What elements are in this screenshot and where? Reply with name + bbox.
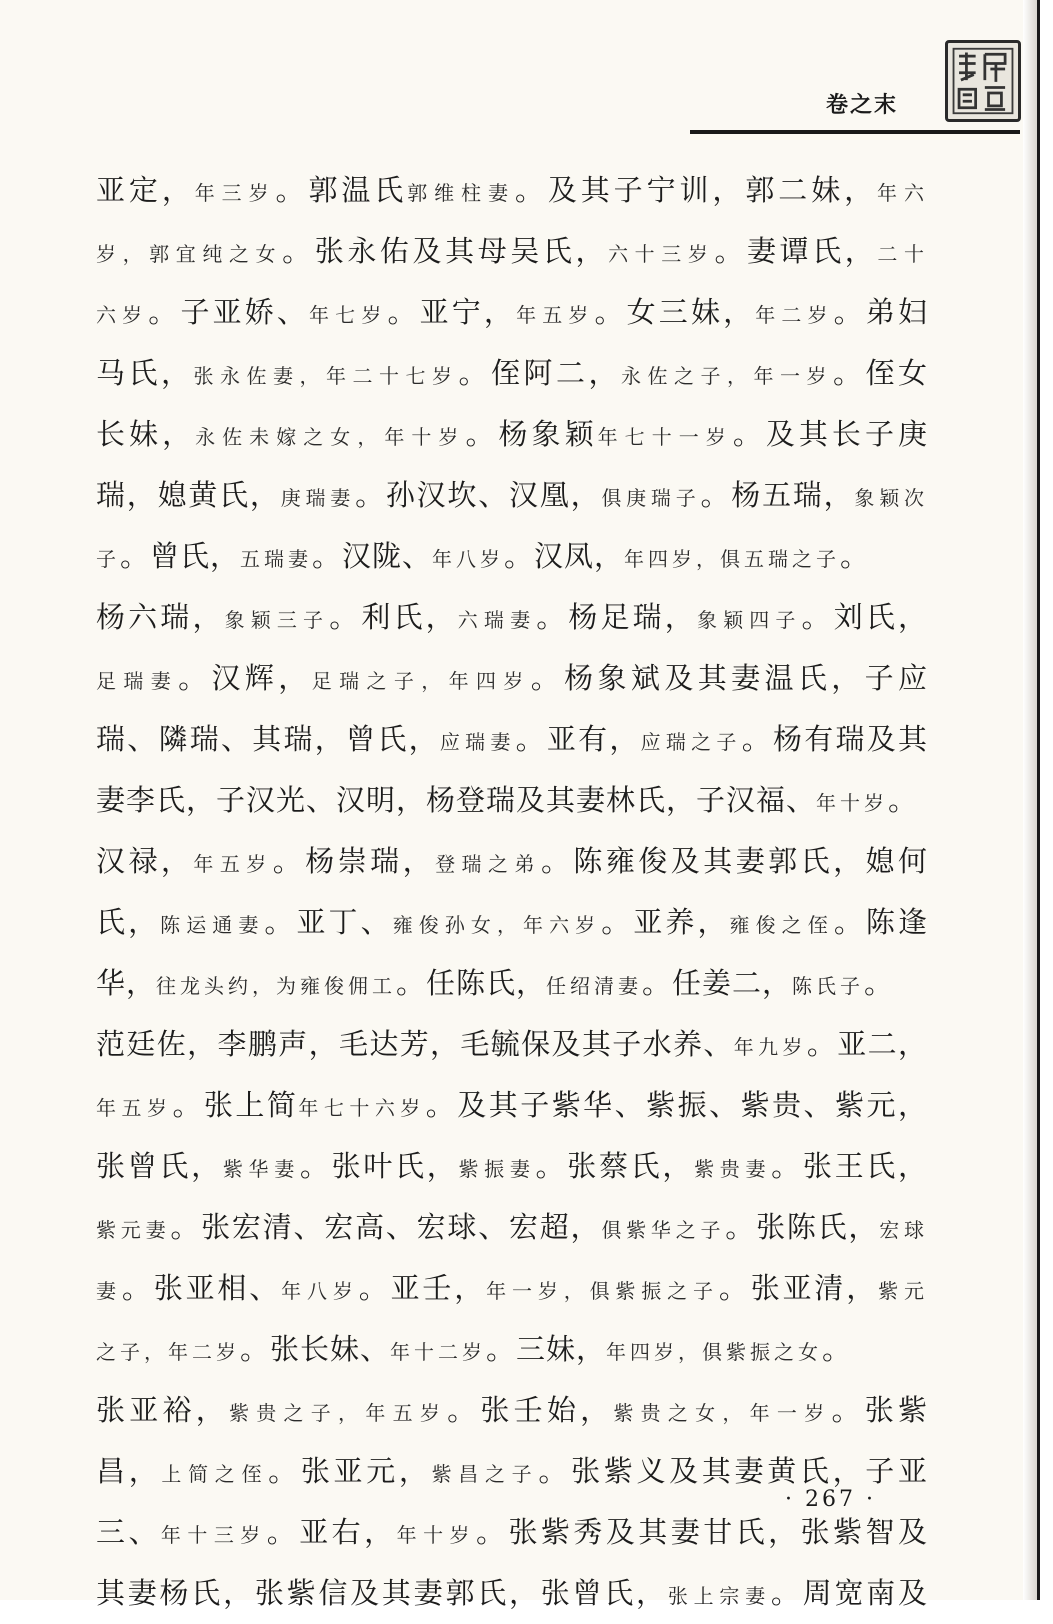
text-line — [96, 770, 928, 831]
annotation-text: 五瑞妻 — [240, 547, 313, 571]
main-text: 。杨崇瑞， — [272, 844, 436, 878]
annotation-text: 紫元妻 — [96, 1218, 171, 1242]
main-text: 。妻谭氏， — [714, 234, 878, 268]
page-edge — [1023, 0, 1037, 1600]
text-line — [96, 221, 928, 282]
main-text: 。杨象斌及其妻温氏，子应 — [530, 661, 928, 695]
main-text: 。侄女 — [832, 356, 928, 390]
annotation-text: 象颖次 — [854, 486, 928, 510]
text-line — [96, 831, 928, 892]
annotation-text: 年一岁，俱紫振之子 — [486, 1279, 719, 1303]
main-text: 。汉凤， — [504, 539, 625, 573]
annotation-text: 雍俊之侄 — [729, 913, 834, 937]
main-text: 。任陈氏， — [396, 966, 547, 1000]
main-text: 。张叶氏， — [299, 1149, 459, 1183]
main-text: 。郭温氏 — [275, 173, 408, 207]
annotation-text: 年七十一岁 — [597, 425, 733, 449]
main-text: 。 — [822, 1332, 853, 1366]
annotation-text: 年十岁 — [396, 1523, 476, 1547]
main-text: 氏， — [96, 905, 161, 939]
main-text: 昌， — [96, 1454, 162, 1488]
main-text: 。张王氏， — [771, 1149, 928, 1183]
text-line — [96, 648, 928, 709]
annotation-text: 年八岁 — [281, 1279, 359, 1303]
main-text: 。 — [840, 539, 871, 573]
main-text: 。亚右， — [266, 1515, 397, 1549]
text-line — [96, 1563, 928, 1624]
annotation-text: 张上宗妻 — [667, 1584, 771, 1608]
annotation-text: 子 — [96, 547, 120, 571]
main-text: 。陈雍俊及其妻郭氏，媳何 — [540, 844, 928, 878]
main-text: 。利氏， — [329, 600, 458, 634]
annotation-text: 年四岁，俱紫振之女 — [606, 1340, 823, 1364]
annotation-text: 年五岁 — [516, 303, 595, 327]
text-line — [96, 1197, 928, 1258]
main-text: 。张紫 — [831, 1393, 928, 1427]
annotation-text: 年六 — [877, 181, 928, 205]
annotation-text: 雍俊孙女，年六岁 — [392, 913, 602, 937]
annotation-text: 妻 — [96, 1279, 122, 1303]
annotation-text: 庚瑞妻 — [280, 486, 356, 510]
main-text: 。亚养， — [601, 905, 730, 939]
annotation-text: 应瑞妻 — [439, 730, 516, 754]
main-text: 。杨五瑞， — [700, 478, 855, 512]
main-text: 亚定， — [96, 173, 195, 207]
annotation-text: 上简之侄 — [161, 1462, 269, 1486]
header-rule — [690, 130, 1020, 134]
annotation-text: 年八岁 — [432, 547, 505, 571]
main-text: 。及其子宁训，郭二妹， — [514, 173, 878, 207]
annotation-text: 紫贵之子，年五岁 — [229, 1401, 448, 1425]
annotation-text: 年四岁，俱五瑞之子 — [624, 547, 841, 571]
annotation-text: 紫昌之子 — [431, 1462, 539, 1486]
main-text: 瑞，媳黄氏， — [96, 478, 281, 512]
text-line — [96, 465, 928, 526]
annotation-text: 象颖三子 — [224, 608, 330, 632]
main-text: 。张宏清、宏高、宏球、宏超， — [170, 1210, 602, 1244]
main-text: 。女三妹， — [594, 295, 756, 329]
annotation-text: 足瑞妻 — [96, 669, 179, 693]
main-text: 。陈逢 — [833, 905, 928, 939]
main-text: 华， — [96, 966, 157, 1000]
main-text: 。及其长子庚 — [732, 417, 928, 451]
main-text: 。亚二， — [806, 1027, 928, 1061]
text-line — [96, 282, 928, 343]
annotation-text: 俱紫华之子 — [601, 1218, 726, 1242]
main-text: 。张陈氏， — [725, 1210, 880, 1244]
annotation-text: 二十 — [877, 242, 928, 266]
main-text: 。任姜二， — [642, 966, 793, 1000]
annotation-text: 任绍清妻 — [546, 974, 643, 998]
annotation-text: 宏球 — [879, 1218, 928, 1242]
annotation-text: 年七岁 — [309, 303, 388, 327]
annotation-text: 永佐之子，年一岁 — [620, 364, 833, 388]
main-text: 。刘氏， — [801, 600, 928, 634]
main-text: 长妹， — [96, 417, 196, 451]
annotation-text: 六十三岁 — [608, 242, 715, 266]
main-text: 。张亚元， — [268, 1454, 432, 1488]
main-text: 。汉陇、 — [312, 539, 433, 573]
main-text: 张亚裕， — [96, 1393, 230, 1427]
main-text: 。张紫秀及其妻甘氏，张紫智及 — [476, 1515, 928, 1549]
annotation-text: 象颖四子 — [696, 608, 802, 632]
text-line — [96, 1136, 928, 1197]
text-line — [96, 343, 928, 404]
annotation-text: 永佐未嫁之女，年十岁 — [195, 425, 466, 449]
main-text: 。亚宁， — [387, 295, 517, 329]
text-line — [96, 1380, 928, 1441]
main-text: 。张上简 — [172, 1088, 299, 1122]
main-text: 。张永佑及其母吴氏， — [282, 234, 609, 268]
annotation-text: 陈运通妻 — [160, 913, 265, 937]
annotation-text: 俱庚瑞子 — [601, 486, 701, 510]
main-text: 汉禄， — [96, 844, 194, 878]
main-text: 杨六瑞， — [96, 600, 225, 634]
main-text: 。亚壬， — [358, 1271, 487, 1305]
text-line — [96, 587, 928, 648]
annotation-text: 年七十六岁 — [298, 1096, 426, 1120]
main-text: 。张亚相、 — [121, 1271, 282, 1305]
main-text: 。周宽南及 — [770, 1576, 928, 1610]
text-line — [96, 1075, 928, 1136]
annotation-text: 年十二岁 — [390, 1340, 487, 1364]
main-text: 。 — [864, 966, 895, 1000]
main-text: 。侄阿二， — [458, 356, 621, 390]
main-text: 。弟妇 — [833, 295, 928, 329]
main-text: 。杨有瑞及其 — [741, 722, 928, 756]
text-line — [96, 526, 928, 587]
annotation-text: 岁，郭宜纯之女 — [96, 242, 283, 266]
text-line — [96, 892, 928, 953]
annotation-text: 紫贵之女，年一岁 — [613, 1401, 832, 1425]
text-line — [96, 709, 928, 770]
main-text: 。张紫义及其妻黄氏，子亚 — [538, 1454, 928, 1488]
annotation-text: 年五岁 — [96, 1096, 173, 1120]
main-text: 马氏， — [96, 356, 194, 390]
main-text: 其妻杨氏，张紫信及其妻郭氏，张曾氏， — [96, 1576, 668, 1610]
annotation-text: 紫贵妻 — [694, 1157, 772, 1181]
annotation-text: 年九岁 — [733, 1035, 807, 1059]
text-line — [96, 160, 928, 221]
seal-stamp-icon — [945, 40, 1021, 122]
main-text: 。杨足瑞， — [536, 600, 697, 634]
annotation-text: 足瑞之子，年四岁 — [311, 669, 531, 693]
main-text: 。杨象颖 — [465, 417, 598, 451]
main-text: 瑞、隣瑞、其瑞，曾氏， — [96, 722, 440, 756]
main-text: 。孙汉坎、汉凰， — [355, 478, 602, 512]
page-number: · 267 · — [785, 1487, 876, 1512]
annotation-text: 应瑞之子 — [640, 730, 742, 754]
annotation-text: 年二岁 — [755, 303, 834, 327]
annotation-text: 年十岁 — [816, 791, 889, 815]
annotation-text: 之子，年二岁 — [96, 1340, 240, 1364]
annotation-text: 张永佐妻，年二十七岁 — [193, 364, 459, 388]
main-text: 。亚丁、 — [264, 905, 393, 939]
main-text: 。张长妹、 — [240, 1332, 391, 1366]
main-text: 三、 — [96, 1515, 161, 1549]
annotation-text: 年三岁 — [194, 181, 276, 205]
main-text: 。张亚清， — [718, 1271, 879, 1305]
text-line — [96, 1319, 928, 1380]
main-text: 。子亚娇、 — [148, 295, 310, 329]
main-text: 。汉辉， — [178, 661, 312, 695]
text-line — [96, 1258, 928, 1319]
section-title: 卷之末 — [826, 93, 899, 118]
main-text: 。张蔡氏， — [535, 1149, 695, 1183]
main-text: 张曾氏， — [96, 1149, 223, 1183]
annotation-text: 年十三岁 — [160, 1523, 267, 1547]
annotation-text: 往龙头约，为雍俊佣工 — [156, 974, 397, 998]
annotation-text: 郭维柱妻 — [407, 181, 515, 205]
main-text: 。及其子紫华、紫振、紫贵、紫元， — [425, 1088, 928, 1122]
annotation-text: 紫元 — [878, 1279, 928, 1303]
annotation-text: 六岁 — [96, 303, 149, 327]
main-text: 范廷佐，李鹏声，毛达芳，毛毓保及其子水养、 — [96, 1027, 734, 1061]
body-text — [96, 160, 928, 1624]
annotation-text: 六瑞妻 — [457, 608, 537, 632]
main-text: 。亚有， — [515, 722, 641, 756]
annotation-text: 登瑞之弟 — [435, 852, 541, 876]
main-text: 妻李氏，子汉光、汉明，杨登瑞及其妻林氏，子汉福、 — [96, 783, 817, 817]
annotation-text: 陈氏子 — [792, 974, 865, 998]
seal-glyph-art — [948, 43, 1018, 119]
annotation-text: 紫振妻 — [458, 1157, 536, 1181]
main-text: 。三妹， — [486, 1332, 607, 1366]
annotation-text: 年五岁 — [193, 852, 273, 876]
text-line — [96, 1014, 928, 1075]
text-line — [96, 953, 928, 1014]
main-text: 。曾氏， — [120, 539, 241, 573]
annotation-text: 紫华妻 — [222, 1157, 300, 1181]
main-text: 。 — [888, 783, 919, 817]
main-text: 。张壬始， — [447, 1393, 614, 1427]
text-line — [96, 404, 928, 465]
